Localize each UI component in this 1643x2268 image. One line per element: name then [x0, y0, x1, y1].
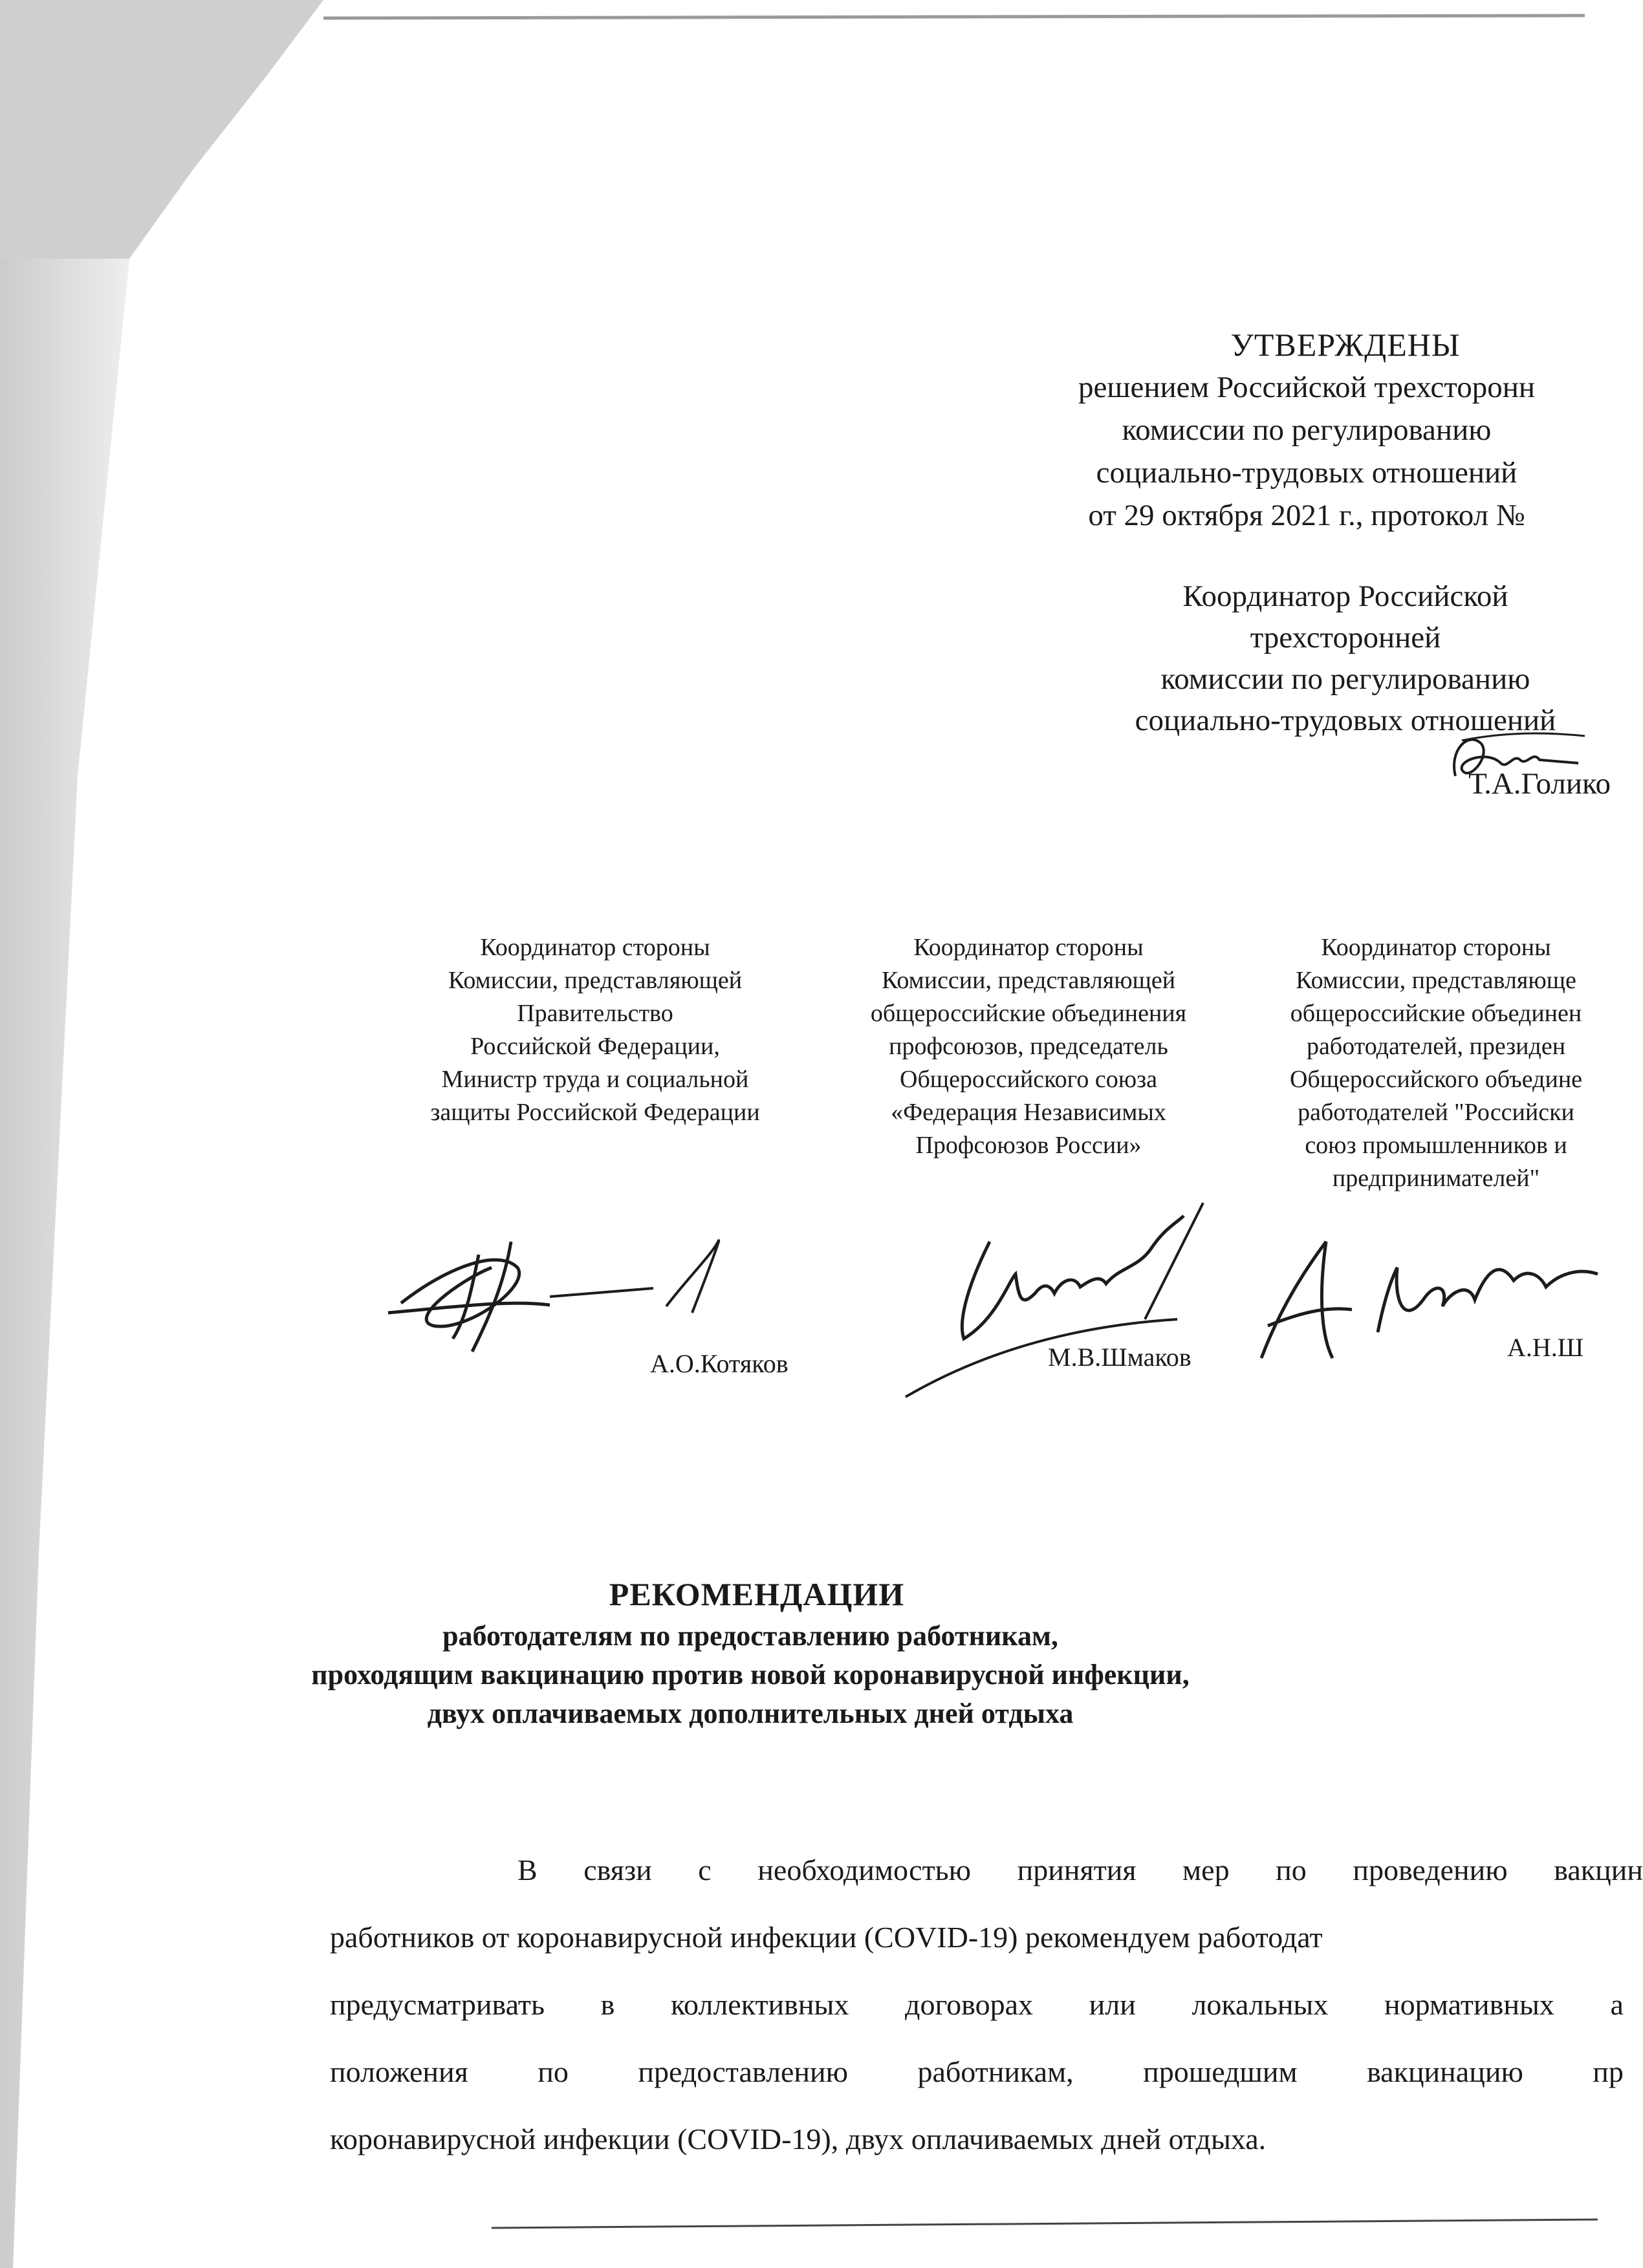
coordinator-line: Общероссийского объедине — [1289, 1066, 1583, 1093]
coordinator-line: Координатор стороны — [1321, 934, 1551, 961]
title-sub: проходящим вакцинацию против новой коронавирусной инфекции, — [311, 1659, 1190, 1690]
word: положения — [330, 2055, 468, 2088]
word: вакцин — [1554, 1853, 1643, 1886]
main-coordinator-name: Т.А.Голико — [1468, 767, 1611, 801]
approval-block — [1009, 323, 1604, 537]
approval-line: комиссии по регулированию — [1122, 413, 1492, 447]
signatory-name: А.Н.Ш — [1507, 1333, 1584, 1362]
word: локальных — [1191, 1988, 1329, 2021]
body-line — [349, 1837, 1643, 1904]
coordinator-line: защиты Российской Федерации — [430, 1099, 760, 1126]
word: в — [600, 1988, 615, 2021]
left-edge-shadow — [0, 259, 129, 2268]
coordinator-line: Координатор стороны — [913, 934, 1144, 961]
approval-line: от 29 октября 2021 г., протокол № — [1088, 499, 1525, 532]
word: мер — [1182, 1853, 1230, 1886]
top-scan-line — [323, 16, 1585, 18]
coordinator-government — [388, 931, 802, 1129]
coordinator-employers — [1229, 931, 1643, 1195]
title-sub: двух оплачиваемых дополнительных дней отдыха — [427, 1698, 1074, 1729]
coordinator-line: предпринимателей" — [1332, 1165, 1540, 1192]
main-coordinator-line: социально-трудовых отношений — [1135, 704, 1556, 737]
word: проведению — [1353, 1853, 1508, 1886]
coordinator-line: «Федерация Независимых — [891, 1099, 1166, 1126]
coordinator-line: общероссийские объединен — [1290, 1000, 1582, 1027]
signatory-name: А.О.Котяков — [650, 1349, 789, 1378]
word: нормативных — [1384, 1988, 1554, 2021]
word: или — [1089, 1988, 1136, 2021]
coordinator-line: общероссийские объединения — [870, 1000, 1187, 1027]
title-main: РЕКОМЕНДАЦИИ — [609, 1576, 905, 1612]
word: с — [698, 1853, 712, 1886]
word: по — [1276, 1853, 1307, 1886]
word: а — [1610, 1988, 1624, 2021]
main-coordinator-line: комиссии по регулированию — [1160, 662, 1530, 696]
signature-kotyakov — [382, 1229, 796, 1358]
body-paragraph — [330, 1837, 1643, 2173]
body-line — [330, 2038, 1624, 2106]
word: по — [538, 2055, 569, 2088]
word: работникам, — [917, 2055, 1074, 2088]
document-title — [0, 1571, 1604, 1733]
word: принятия — [1017, 1853, 1137, 1886]
bottom-rule — [492, 2219, 1598, 2228]
body-line: коронавирусной инфекции (COVID-19), двух оплачиваемых дней отдыха. — [330, 2122, 1267, 2155]
coordinator-line: Профсоюзов России» — [915, 1132, 1142, 1159]
coordinator-line: работодателей, президен — [1306, 1033, 1566, 1060]
signature-golikova — [1442, 724, 1604, 795]
approval-heading: УТВЕРЖДЕНЫ — [1230, 327, 1461, 363]
word: договорах — [905, 1988, 1033, 2021]
coordinator-unions — [822, 931, 1235, 1162]
word: вакцинацию — [1367, 2055, 1523, 2088]
word: прошедшим — [1143, 2055, 1298, 2088]
word: необходимостью — [757, 1853, 972, 1886]
coordinator-line: профсоюзов, председатель — [889, 1033, 1168, 1060]
folded-corner-shadow — [0, 0, 323, 259]
word: предоставлению — [638, 2055, 848, 2088]
coordinator-line: Министр труда и социальной — [441, 1066, 749, 1093]
coordinator-line: Общероссийского союза — [900, 1066, 1157, 1093]
coordinator-line: Комиссии, представляюще — [1296, 967, 1576, 994]
word: пр — [1593, 2055, 1624, 2088]
approval-line: решением Российской трехсторонн — [1078, 371, 1536, 404]
coordinator-line: работодателей "Российски — [1298, 1099, 1574, 1126]
word: коллективных — [670, 1988, 849, 2021]
main-coordinator-line: Координатор Российской — [1182, 579, 1508, 613]
word: связи — [583, 1853, 652, 1886]
word: предусматривать — [330, 1988, 545, 2021]
main-coordinator-line: трехсторонней — [1250, 621, 1441, 654]
coordinator-line: Комиссии, представляющей — [448, 967, 743, 994]
approval-line: социально-трудовых отношений — [1096, 456, 1518, 490]
coordinator-line: Правительство — [517, 1000, 673, 1027]
signatory-name: М.В.Шмаков — [1048, 1343, 1191, 1372]
body-line — [330, 1971, 1624, 2038]
coordinator-line: Комиссии, представляющей — [881, 967, 1176, 994]
body-line: работников от коронавирусной инфекции (COVID-19) рекомендуем работодат — [330, 1921, 1323, 1954]
word: В — [517, 1853, 538, 1886]
coordinator-line: Российской Федерации, — [470, 1033, 720, 1060]
coordinator-line: Координатор стороны — [480, 934, 710, 961]
title-sub: работодателям по предоставлению работникам, — [442, 1620, 1058, 1652]
coordinator-line: союз промышленников и — [1305, 1132, 1567, 1159]
